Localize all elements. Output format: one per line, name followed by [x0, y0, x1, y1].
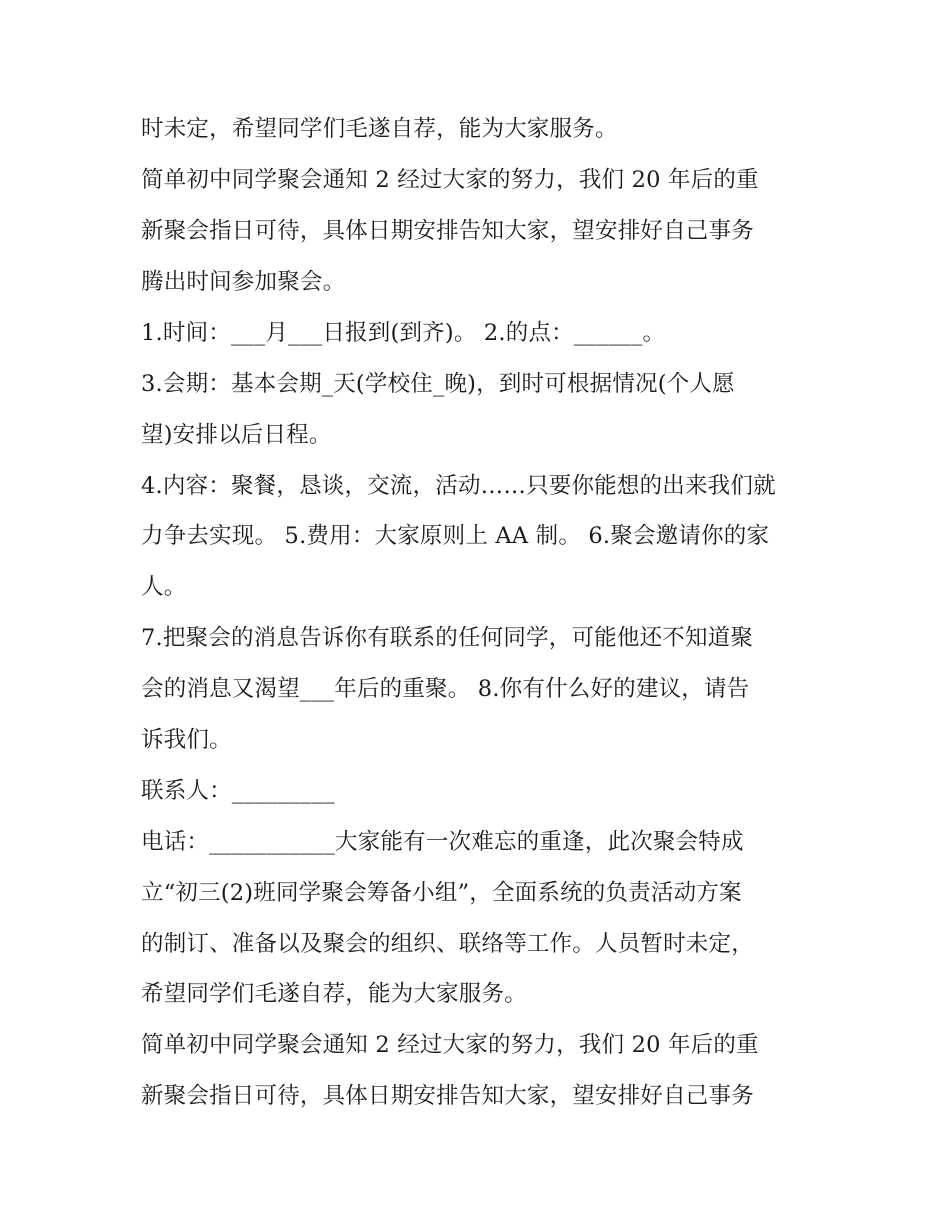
text-line: 会的消息又渴望___年后的重聚。 8.你有什么好的建议，请告 — [141, 676, 750, 702]
text-line: 力争去实现。 5.费用：大家原则上 AA 制。 6.聚会邀请你的家 — [141, 523, 770, 549]
text-line: 望)安排以后日程。 — [141, 422, 332, 448]
text-line: 7.把聚会的消息告诉你有联系的任何同学，可能他还不知道聚 — [141, 625, 754, 651]
text-line: 时未定，希望同学们毛遂自荐，能为大家服务。 — [141, 116, 618, 142]
text-line: 联系人：_________ — [141, 778, 335, 804]
text-line: 3.会期：基本会期_天(学校住_晚)，到时可根据情况(个人愿 — [141, 371, 735, 397]
text-line: 新聚会指日可待，具体日期安排告知大家，望安排好自己事务 — [141, 1083, 754, 1109]
text-line: 新聚会指日可待，具体日期安排告知大家，望安排好自己事务 — [141, 218, 754, 244]
text-line: 腾出时间参加聚会。 — [141, 269, 346, 295]
text-line: 电话：___________大家能有一次难忘的重逢，此次聚会特成 — [141, 829, 744, 855]
text-line: 简单初中同学聚会通知 2 经过大家的努力，我们 20 年后的重 — [141, 167, 759, 193]
text-line: 简单初中同学聚会通知 2 经过大家的努力，我们 20 年后的重 — [141, 1032, 759, 1058]
text-line: 的制订、准备以及聚会的组织、联络等工作。人员暂时未定， — [141, 931, 754, 957]
text-line: 立“初三(2)班同学聚会筹备小组”，全面系统的负责活动方案 — [141, 880, 742, 906]
text-line: 人。 — [141, 574, 187, 600]
text-line: 诉我们。 — [141, 727, 232, 753]
text-line: 希望同学们毛遂自荐，能为大家服务。 — [141, 981, 527, 1007]
text-line: 4.内容：聚餐，恳谈，交流，活动……只要你能想的出来我们就 — [141, 473, 776, 499]
text-line: 1.时间：___月___日报到(到齐)。 2.的点：______。 — [141, 320, 666, 346]
